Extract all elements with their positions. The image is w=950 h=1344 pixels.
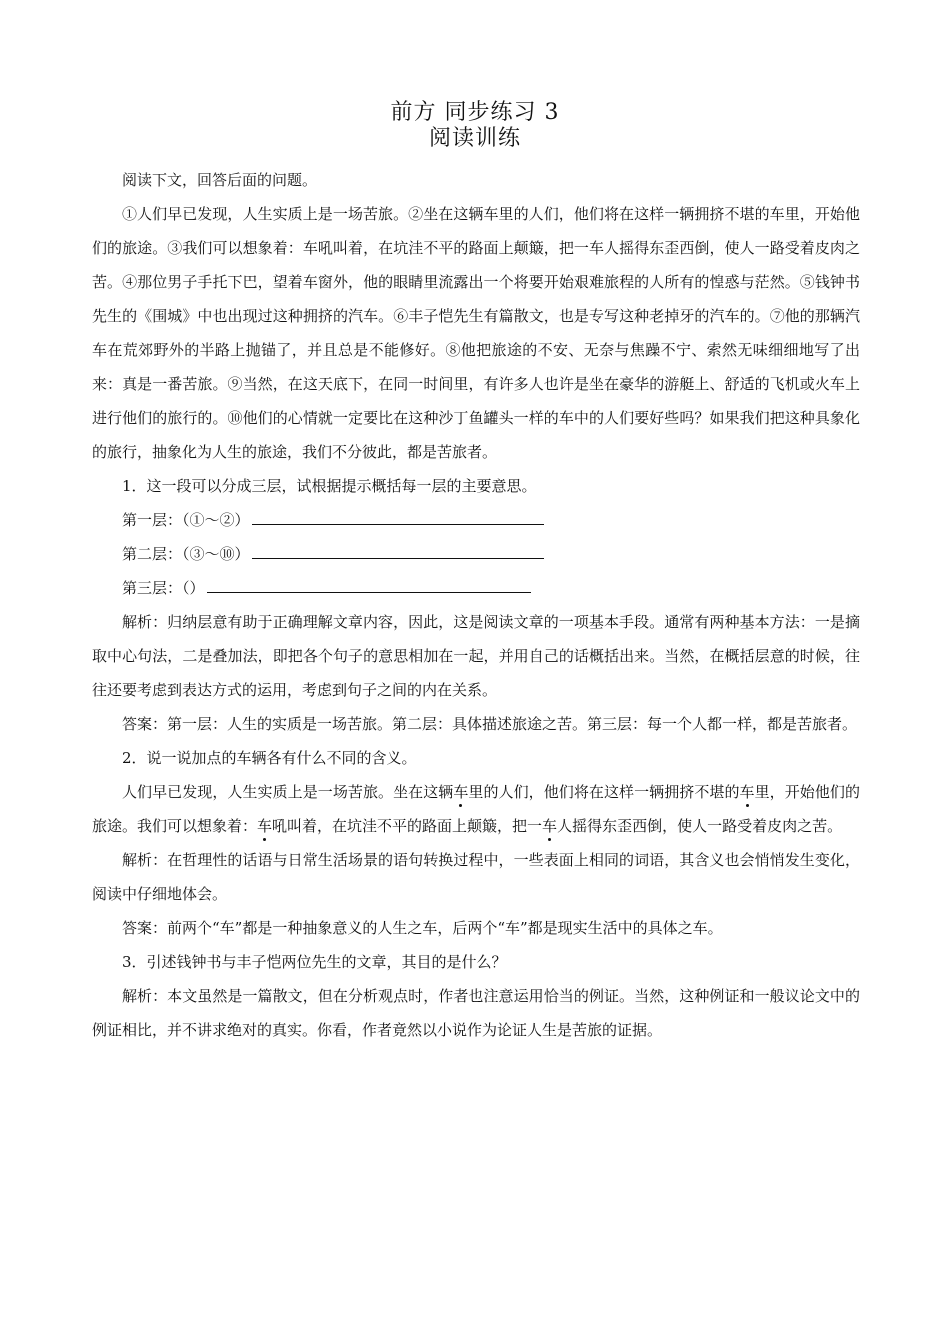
blank-line-2[interactable] — [252, 540, 544, 559]
layer-2-label: 第二层：（③～⑩） — [122, 545, 250, 563]
layer-1-label: 第一层：（①～②） — [122, 511, 250, 529]
instruction-text: 阅读下文，回答后面的问题。 — [122, 171, 318, 189]
blank-line-1[interactable] — [252, 506, 544, 525]
question-1: 1．这一段可以分成三层，试根据提示概括每一层的主要意思。 — [122, 477, 537, 495]
analysis-3: 解析：本文虽然是一篇散文，但在分析观点时，作者也注意运用恰当的例证。当然，这种例证和一般议论文中的例证相比，并不讲求绝对的真实。你看，作者竟然以小说作为论证人生是苦旅的证据。 — [92, 987, 860, 1039]
quote-text-3: 里，开始他们的旅途。我们可以想象着： — [92, 783, 860, 835]
question-3: 3．引述钱钟书与丰子恺两位先生的文章，其目的是什么？ — [122, 953, 507, 971]
analysis-2: 解析：在哲理性的话语与日常生活场景的语句转换过程中，一些表面上相同的词语，其含义也会悄悄发生变化，阅读中仔细地体会。 — [92, 851, 860, 903]
analysis-1: 解析：归纳层意有助于正确理解文章内容，因此，这是阅读文章的一项基本手段。通常有两种基本方法：一是摘取中心句法，二是叠加法，即把各个句子的意思相加在一起，并用自己的话概括出来。当然，在概括层意的时候，往往还要考虑到表达方式的运用，考虑到句子之间的内在关系。 — [92, 613, 860, 699]
answer-2: 答案：前两个“车”都是一种抽象意义的人生之车，后两个“车”都是现实生活中的具体之车。 — [122, 919, 723, 937]
document-body — [92, 163, 860, 1047]
quote-text-5: 人摇得东歪西倒，使人一路受着皮肉之苦。 — [557, 817, 843, 835]
quote-text-2: 里的人们，他们将在这样一辆拥挤不堪的 — [468, 783, 740, 801]
dotted-word-1: 车 — [453, 783, 469, 801]
quote-text-4: 吼叫着，在坑洼不平的路面上颠簸，把一 — [272, 817, 543, 835]
question-2: 2．说一说加点的车辆各有什么不同的含义。 — [122, 749, 417, 767]
layer-3-label: 第三层：（） — [122, 579, 205, 597]
dotted-word-2: 车 — [739, 783, 755, 801]
answer-line-2 — [92, 537, 860, 571]
quoted-passage — [92, 775, 860, 843]
answer-line-1 — [92, 503, 860, 537]
answer-line-3 — [92, 571, 860, 605]
dotted-word-4: 车 — [542, 817, 558, 835]
page-title: 前方 同步练习 3 — [390, 100, 560, 125]
quote-text-1: 人们早已发现，人生实质上是一场苦旅。坐在这辆 — [122, 783, 454, 801]
reading-passage: ①人们早已发现，人生实质上是一场苦旅。②坐在这辆车里的人们，他们将在这样一辆拥挤不堪的车里，开始他们的旅途。③我们可以想象着：车吼叫着，在坑洼不平的路面上颠簸，把一车人摇得东歪西倒，使人一路受着皮肉之苦。④那位男子手托下巴，望着车窗外，他的眼睛里流露出一个将要开始艰难旅程的人所有的惶惑与茫然。⑤钱钟书先生的《围城》中也出现过这种拥挤的汽车。⑥丰子恺先生有篇散文，也是专写这种老掉牙的汽车的。⑦他的那辆汽车在荒郊野外的半路上抛锚了，并且总是不能修好。⑧他把旅途的不安、无奈与焦躁不宁、索然无味细细地写了出来：真是一番苦旅。⑨当然，在这天底下，在同一时间里，有许多人也许是坐在豪华的游艇上、舒适的飞机或火车上进行他们的旅行的。⑩他们的心情就一定要比在这种沙丁鱼罐头一样的车中的人们要好些吗？如果我们把这种具象化的旅行，抽象化为人生的旅途，我们不分彼此，都是苦旅者。 — [92, 205, 860, 461]
blank-line-3[interactable] — [207, 574, 531, 593]
page-subtitle: 阅读训练 — [428, 126, 521, 151]
dotted-word-3: 车 — [257, 817, 273, 835]
answer-1: 答案：第一层：人生的实质是一场苦旅。第二层：具体描述旅途之苦。第三层：每一个人都一样，都是苦旅者。 — [122, 715, 858, 733]
